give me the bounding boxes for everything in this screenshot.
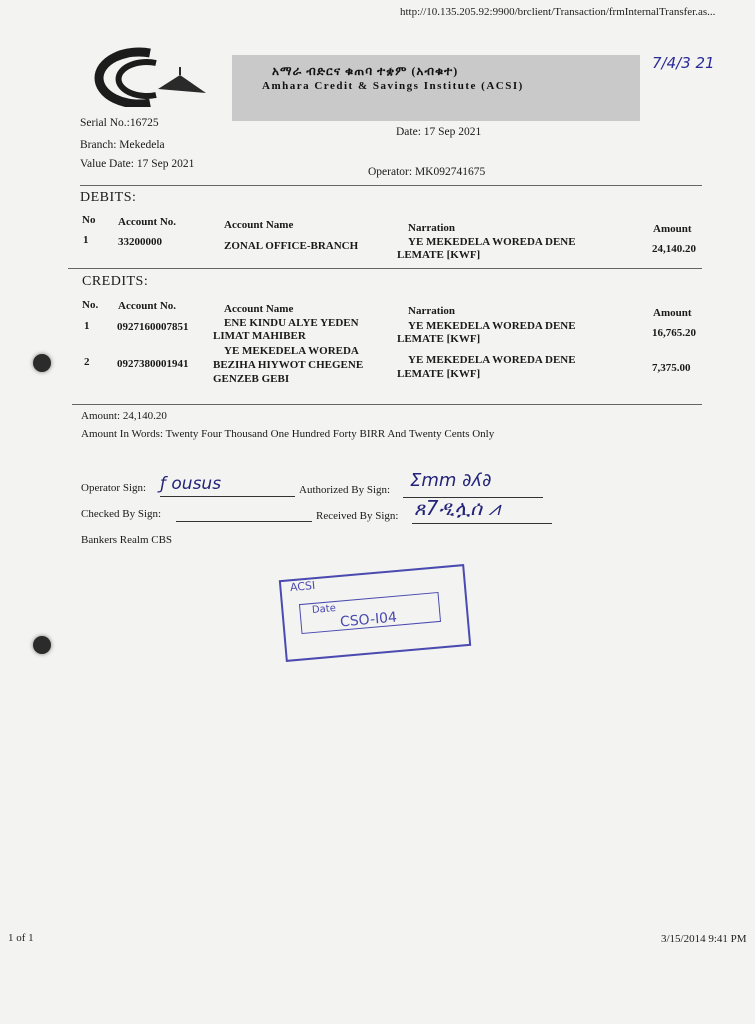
credit-row-account-no: 0927160007851	[117, 321, 189, 333]
received-sign-label: Received By Sign:	[316, 510, 399, 522]
operator-sign-line	[160, 496, 295, 497]
credit-row-narration-line1: YE MEKEDELA WOREDA DENE	[408, 320, 576, 332]
credit-row-narration-line2: LEMATE [KWF]	[397, 368, 481, 380]
serial-number: Serial No.:16725	[80, 117, 159, 129]
credit-row-no: 2	[84, 356, 90, 368]
debit-row-account-no: 33200000	[118, 236, 162, 248]
debit-row-narration-line1: YE MEKEDELA WOREDA DENE	[408, 236, 576, 248]
handwritten-date: 7/4/3 21	[652, 54, 715, 72]
debits-title: DEBITS:	[80, 190, 137, 205]
punch-hole	[33, 636, 51, 654]
credits-title: CREDITS:	[82, 274, 149, 289]
debits-header-narration: Narration	[408, 222, 456, 234]
operator-id: Operator: MK092741675	[368, 166, 486, 178]
credit-row-narration-line2: LEMATE [KWF]	[397, 333, 481, 345]
operator-signature: ƒ ousus	[160, 474, 222, 494]
debit-row-amount: 24,140.20	[652, 243, 696, 255]
stamp-line2: Date	[311, 602, 337, 617]
checked-sign-label: Checked By Sign:	[81, 508, 162, 520]
authorized-signature: Ʃmm ∂ʎ∂	[410, 470, 492, 491]
received-signature: ጸ7ዲሏሰ ⩘	[414, 496, 500, 520]
debits-header-no: No	[82, 214, 96, 226]
browser-url: http://10.135.205.92:9900/brclient/Transaction/frmInternalTransfer.as...	[400, 6, 716, 18]
credits-header-amount: Amount	[653, 307, 692, 319]
credits-header-account-name: Account Name	[224, 303, 294, 315]
document-date: Date: 17 Sep 2021	[396, 126, 482, 138]
credit-row-account-name-line1: ENE KINDU ALYE YEDEN	[224, 317, 359, 329]
credit-row-account-name-line2: LIMAT MAHIBER	[213, 330, 306, 342]
credit-row-no: 1	[84, 320, 90, 332]
acsi-logo	[88, 45, 213, 107]
credit-row-amount: 16,765.20	[652, 327, 696, 339]
system-name: Bankers Realm CBS	[81, 534, 173, 546]
credit-row-narration-line1: YE MEKEDELA WOREDA DENE	[408, 354, 576, 366]
debits-header-amount: Amount	[653, 223, 692, 235]
checked-sign-line	[176, 521, 312, 522]
credits-header-account-no: Account No.	[118, 300, 177, 312]
credit-row-amount: 7,375.00	[652, 362, 691, 374]
debits-header-account-no: Account No.	[118, 216, 177, 228]
credit-row-account-name-line2: GENZEB GEBI	[213, 373, 290, 385]
debit-row-account-name: ZONAL OFFICE-BRANCH	[224, 240, 359, 252]
debit-row-narration-line2: LEMATE [KWF]	[397, 249, 481, 261]
operator-sign-label: Operator Sign:	[81, 482, 147, 494]
branch: Branch: Mekedela	[80, 139, 165, 151]
page-count: 1 of 1	[8, 932, 34, 944]
divider	[80, 185, 702, 186]
stamp-line1: ACSI	[289, 578, 316, 595]
authorized-sign-label: Authorized By Sign:	[299, 484, 391, 496]
credit-row-account-no: 0927380001941	[117, 358, 189, 370]
punch-hole	[33, 354, 51, 372]
stamp-line3: CSO-I04	[339, 609, 398, 631]
value-date: Value Date: 17 Sep 2021	[80, 158, 195, 170]
debit-row-no: 1	[83, 234, 89, 246]
divider	[72, 404, 702, 405]
credits-header-no: No.	[82, 299, 99, 311]
debits-header-account-name: Account Name	[224, 219, 294, 231]
print-timestamp: 3/15/2014 9:41 PM	[661, 933, 747, 945]
total-amount: Amount: 24,140.20	[81, 410, 167, 422]
received-sign-line	[412, 523, 552, 524]
credit-row-account-name-line0: YE MEKEDELA WOREDA	[224, 345, 359, 357]
credits-header-narration: Narration	[408, 305, 456, 317]
credit-row-account-name-line1: BEZIHA HIYWOT CHEGENE	[213, 359, 364, 371]
organization-name-english: Amhara Credit & Savings Institute (ACSI)	[262, 80, 524, 92]
organization-name-amharic: አማራ ብድርና ቁጠባ ተቋም (አብቁተ)	[272, 64, 459, 78]
amount-in-words: Amount In Words: Twenty Four Thousand One Hundred Forty BIRR And Twenty Cents Only	[81, 428, 495, 440]
divider	[68, 268, 702, 269]
